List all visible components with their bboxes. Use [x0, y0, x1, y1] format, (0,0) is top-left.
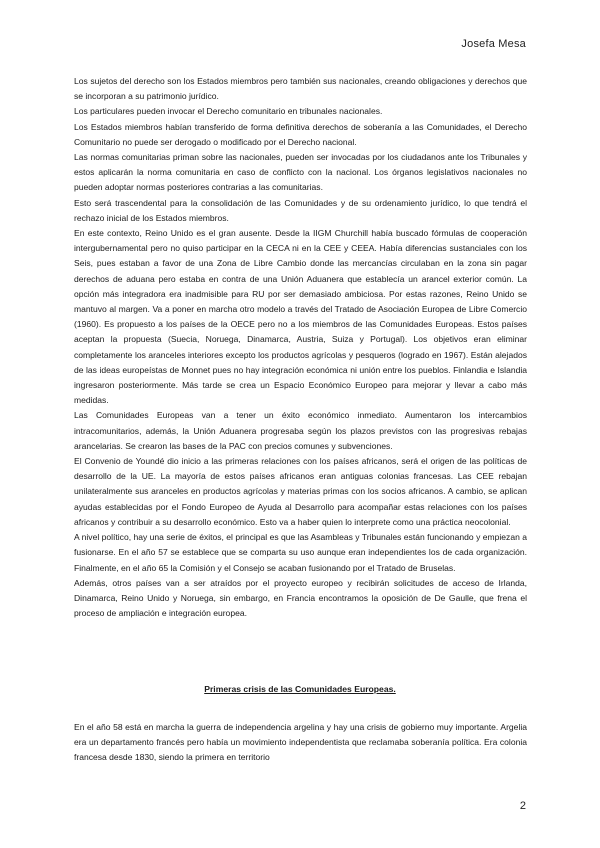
section-heading: Primeras crisis de las Comunidades Europeas. [204, 684, 396, 694]
paragraph: Además, otros países van a ser atraídos por el proyecto europeo y recibirán solicitudes de acceso de Irlanda, Dinamarca, Reino Unido y Noruega, sin embargo, en Francia encontramos la oposición de De Gaulle, que frena el proceso de ampliación e integración europea. [74, 577, 527, 619]
body-text [74, 74, 527, 621]
header-author: Josefa Mesa [461, 38, 526, 50]
paragraph: Las Comunidades Europeas van a tener un éxito económico inmediato. Aumentaron los intercambios intracomunitarios, además, la Unión Aduanera progresaba según los plazos previstos con las progresivas rebajas arancelarias. Se crearon las bases de la PAC con precios comunes y subvenciones. [74, 410, 527, 451]
paragraph: El Convenio de Youndé dio inicio a las primeras relaciones con los países africanos, será el origen de las políticas de desarrollo de la UE. La mayoría de estos países africanos eran antiguas colonias francesas. Las CEE rebajan unilateralmente sus aranceles en productos agrícolas y materias primas con los socios africanos. A cambio, se aplican ayudas establecidas por el Fondo Europeo de Ayuda al Desarrollo para acompañar estas relaciones con los países africanos y contribuir a su desarrollo económico. Esto va a haber quien lo interprete como una práctica neocolonial. [74, 456, 527, 527]
section-body-text [74, 720, 527, 766]
paragraph: Esto será trascendental para la consolidación de las Comunidades y de su ordenamiento jurídico, lo que tendrá el rechazo inicial de los Estados miembros. [74, 197, 527, 223]
paragraph: Los Estados miembros habían transferido de forma definitiva derechos de soberanía a las Comunidades, el Derecho Comunitario no puede ser derogado o modificado por el Derecho nacional. [74, 121, 527, 147]
paragraph: Las normas comunitarias priman sobre las nacionales, pueden ser invocadas por los ciudadanos ante los Tribunales y estos aplicarán la norma comunitaria en caso de conflicto con la nacional. Los órganos legislativos nacionales no pueden adoptar normas posteriores contrarias a las comunitarias. [74, 152, 527, 193]
paragraph: En este contexto, Reino Unido es el gran ausente. Desde la IIGM Churchill había buscado fórmulas de cooperación intergubernamental pero no quiso participar en la CECA ni en la CEE y CEEA. Había diferencias sustanciales con los Seis, pues estaban a favor de una Zona de Libre Cambio donde las mercancías circulaban en la zona sin pagar derechos de aduana pero estaba en contra de una Unión Aduanera que establecía un arancel exterior común. La opción más integradora era inadmisible para RU por ser demasiado ambiciosa. Por estas razones, Reino Unido se mantuvo al margen. Va a poner en marcha otro modelo a través del Tratado de Asociación Europea de Libre Comercio (1960). Es propuesto a los países de la OECE pero no a los miembros de las Comunidades Europeas. Estos países aceptan la propuesta (Suecia, Noruega, Dinamarca, Austria, Suiza y Portugal). Los objetivos eran eliminar completamente los aranceles interiores excepto los productos agrícolas y pesqueros (logrado en 1967). Están alejados de las ideas europeístas de Monnet pues no hay integración económica ni unión entre los pueblos. Finlandia e Islandia ingresaron posteriormente. Más tarde se crea un Espacio Económico Europeo para mejorar y llevar a cabo más medidas. [74, 228, 527, 406]
paragraph: En el año 58 está en marcha la guerra de independencia argelina y hay una crisis de gobierno muy importante. Argelia era un departamento francés pero había un movimiento independentista que reclamaba soberanía política. Era colonia francesa desde 1830, siendo la primera en territorio [74, 722, 527, 763]
paragraph: Los particulares pueden invocar el Derecho comunitario en tribunales nacionales. [74, 106, 383, 117]
paragraph: A nivel político, hay una serie de éxitos, el principal es que las Asambleas y Tribunales están funcionando y empiezan a fusionarse. En el año 57 se establece que se comparta su uso aunque eran independientes los de cada organización. Finalmente, en el año 65 la Comisión y el Consejo se acaban fusionando por el Tratado de Bruselas. [74, 532, 527, 573]
page-number: 2 [519, 800, 526, 812]
paragraph: Los sujetos del derecho son los Estados miembros pero también sus nacionales, creando obligaciones y derechos que se incorporan a su patrimonio jurídico. [74, 76, 527, 102]
